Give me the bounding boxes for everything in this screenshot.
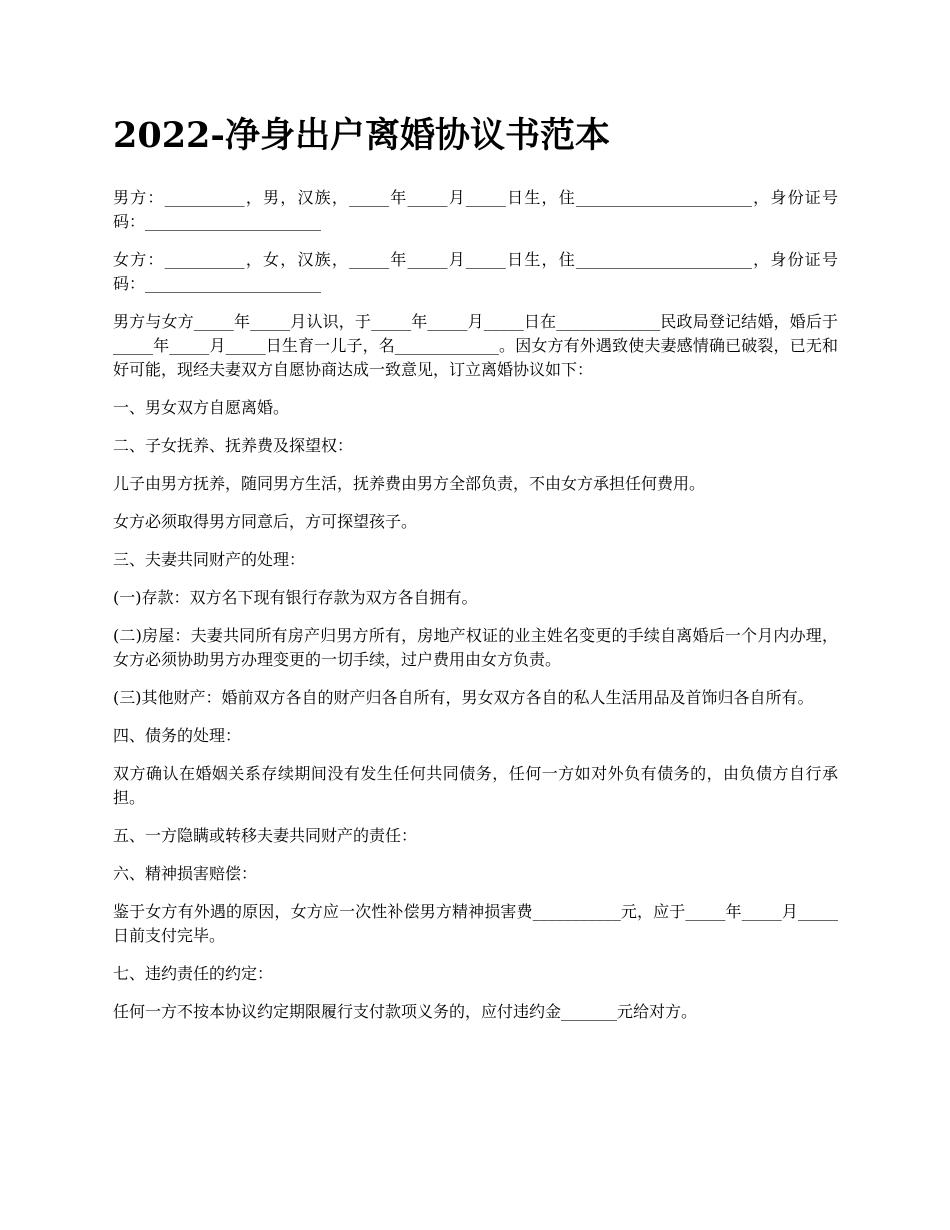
clause-3-other-property: (三)其他财产：婚前双方各自的财产归各自所有，男女双方各自的私人生活用品及首饰归各自所有。 <box>113 688 814 707</box>
clause-6-compensation: 鉴于女方有外遇的原因，女方应一次性补偿男方精神损害费___________元，应于_____年_____月_____日前支付完毕。 <box>113 902 838 945</box>
clause-5-heading: 五、一方隐瞒或转移夫妻共同财产的责任： <box>113 826 418 845</box>
document-body <box>113 112 838 1038</box>
clause-4-debts: 双方确认在婚姻关系存续期间没有发生任何共同债务，任何一方如对外负有债务的，由负债方自行承担。 <box>113 764 838 807</box>
clause-3-heading: 三、夫妻共同财产的处理： <box>113 550 306 569</box>
clause-6-heading: 六、精神损害赔偿： <box>113 864 258 883</box>
document-title: 2022-净身出户离婚协议书范本 <box>113 115 610 156</box>
clause-3-deposits: (一)存款：双方名下现有银行存款为双方各自拥有。 <box>113 588 478 607</box>
clause-2-heading: 二、子女抚养、抚养费及探望权： <box>113 436 354 455</box>
clause-2-visitation: 女方必须取得男方同意后，方可探望孩子。 <box>113 512 418 531</box>
clause-7-heading: 七、违约责任的约定： <box>113 964 274 983</box>
clause-4-heading: 四、债务的处理： <box>113 726 242 745</box>
party-female-info: 女方：__________，女，汉族，_____年_____月_____日生，住______________________，身份证号码：______________________ <box>113 250 838 293</box>
clause-3-house: (二)房屋：夫妻共同所有房产归男方所有，房地产权证的业主姓名变更的手续自离婚后一个月内办理，女方必须协助男方办理变更的一切手续，过户费用由女方负责。 <box>113 626 838 669</box>
party-male-info: 男方：__________，男，汉族，_____年_____月_____日生，住______________________，身份证号码：______________________ <box>113 188 838 231</box>
marriage-background: 男方与女方_____年_____月认识，于_____年_____月_____日在_____________民政局登记结婚，婚后于_____年_____月_____日生育一儿子，名_____________。因女方有外遇致使夫妻感情确已破裂，已无和好可能，现经夫妻双方自愿协商达成一致意见，订立离婚协议如下： <box>113 312 838 379</box>
clause-1-heading: 一、男女双方自愿离婚。 <box>113 398 290 417</box>
clause-7-penalty: 任何一方不按本协议约定期限履行支付款项义务的，应付违约金_______元给对方。 <box>113 1002 698 1021</box>
clause-2-custody: 儿子由男方抚养，随同男方生活，抚养费由男方全部负责，不由女方承担任何费用。 <box>113 474 706 493</box>
